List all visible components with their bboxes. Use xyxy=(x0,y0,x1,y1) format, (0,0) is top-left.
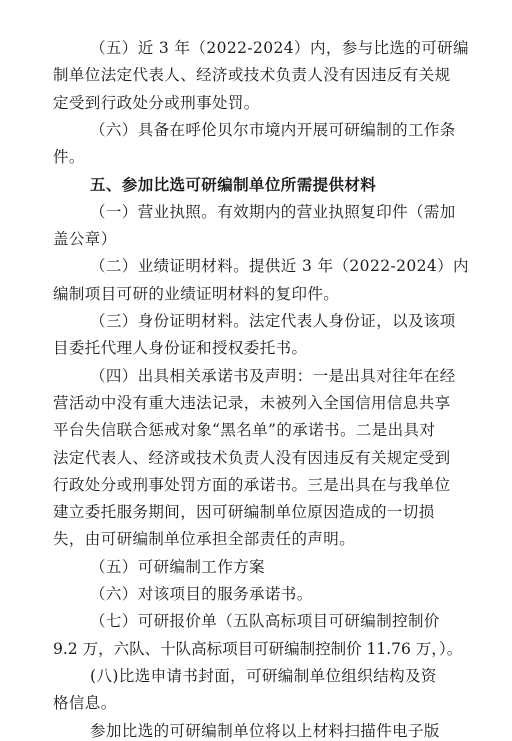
text-line: 9.2 万，六队、十队高标项目可研编制控制价 11.76 万，）。 xyxy=(53,640,463,658)
text-line: 件。 xyxy=(53,148,85,166)
text-line: (八)比选申请书封面，可研编制单位组织结构及资 xyxy=(90,667,437,685)
text-line: （五）近 3 年（2022-2024）内，参与比选的可研编 xyxy=(90,39,469,57)
text-line: 定受到行政处分或刑事处罚。 xyxy=(53,94,260,112)
text-line: （三）身份证明材料。法定代表人身份证，以及该项 xyxy=(90,312,456,330)
text-line: 参加比选的可研编制单位将以上材料扫描件电子版 xyxy=(90,722,440,740)
section-heading: 五、参加比选可研编制单位所需提供材料 xyxy=(90,176,377,194)
text-line: （六）对该项目的服务承诺书。 xyxy=(90,585,313,603)
text-line: 建立委托服务期间，因可研编制单位原因造成的一切损 xyxy=(53,503,435,521)
text-line: 格信息。 xyxy=(53,694,117,712)
text-line: 目委托代理人身份证和授权委托书。 xyxy=(53,339,308,357)
text-line: （五）可研编制工作方案 xyxy=(90,558,265,576)
text-line: （一）营业执照。有效期内的营业执照复印件（需加 xyxy=(90,203,456,221)
text-line: 营活动中没有重大违法记录，未被列入全国信用信息共享 xyxy=(53,394,451,412)
text-line: 盖公章） xyxy=(53,230,117,248)
text-line: （六）具备在呼伦贝尔市境内开展可研编制的工作条 xyxy=(90,121,456,139)
text-line: 行政处分或刑事处罚方面的承诺书。三是出具在与我单位 xyxy=(53,476,451,494)
text-line: （七）可研报价单（五队高标项目可研编制控制价 xyxy=(90,612,440,630)
text-line: （四）出具相关承诺书及声明：一是出具对往年在经 xyxy=(90,367,456,385)
text-line: （二）业绩证明材料。提供近 3 年（2022-2024）内 xyxy=(90,257,469,275)
text-line: 平台失信联合惩戒对象“黑名单”的承诺书。二是出具对 xyxy=(53,421,436,439)
text-line: 制单位法定代表人、经济或技术负责人没有因违反有关规 xyxy=(53,66,451,84)
text-line: 失，由可研编制单位承担全部责任的声明。 xyxy=(53,530,356,548)
text-line: 编制项目可研的业绩证明材料的复印件。 xyxy=(53,285,340,303)
text-line: 法定代表人、经济或技术负责人没有因违反有关规定受到 xyxy=(53,449,451,467)
